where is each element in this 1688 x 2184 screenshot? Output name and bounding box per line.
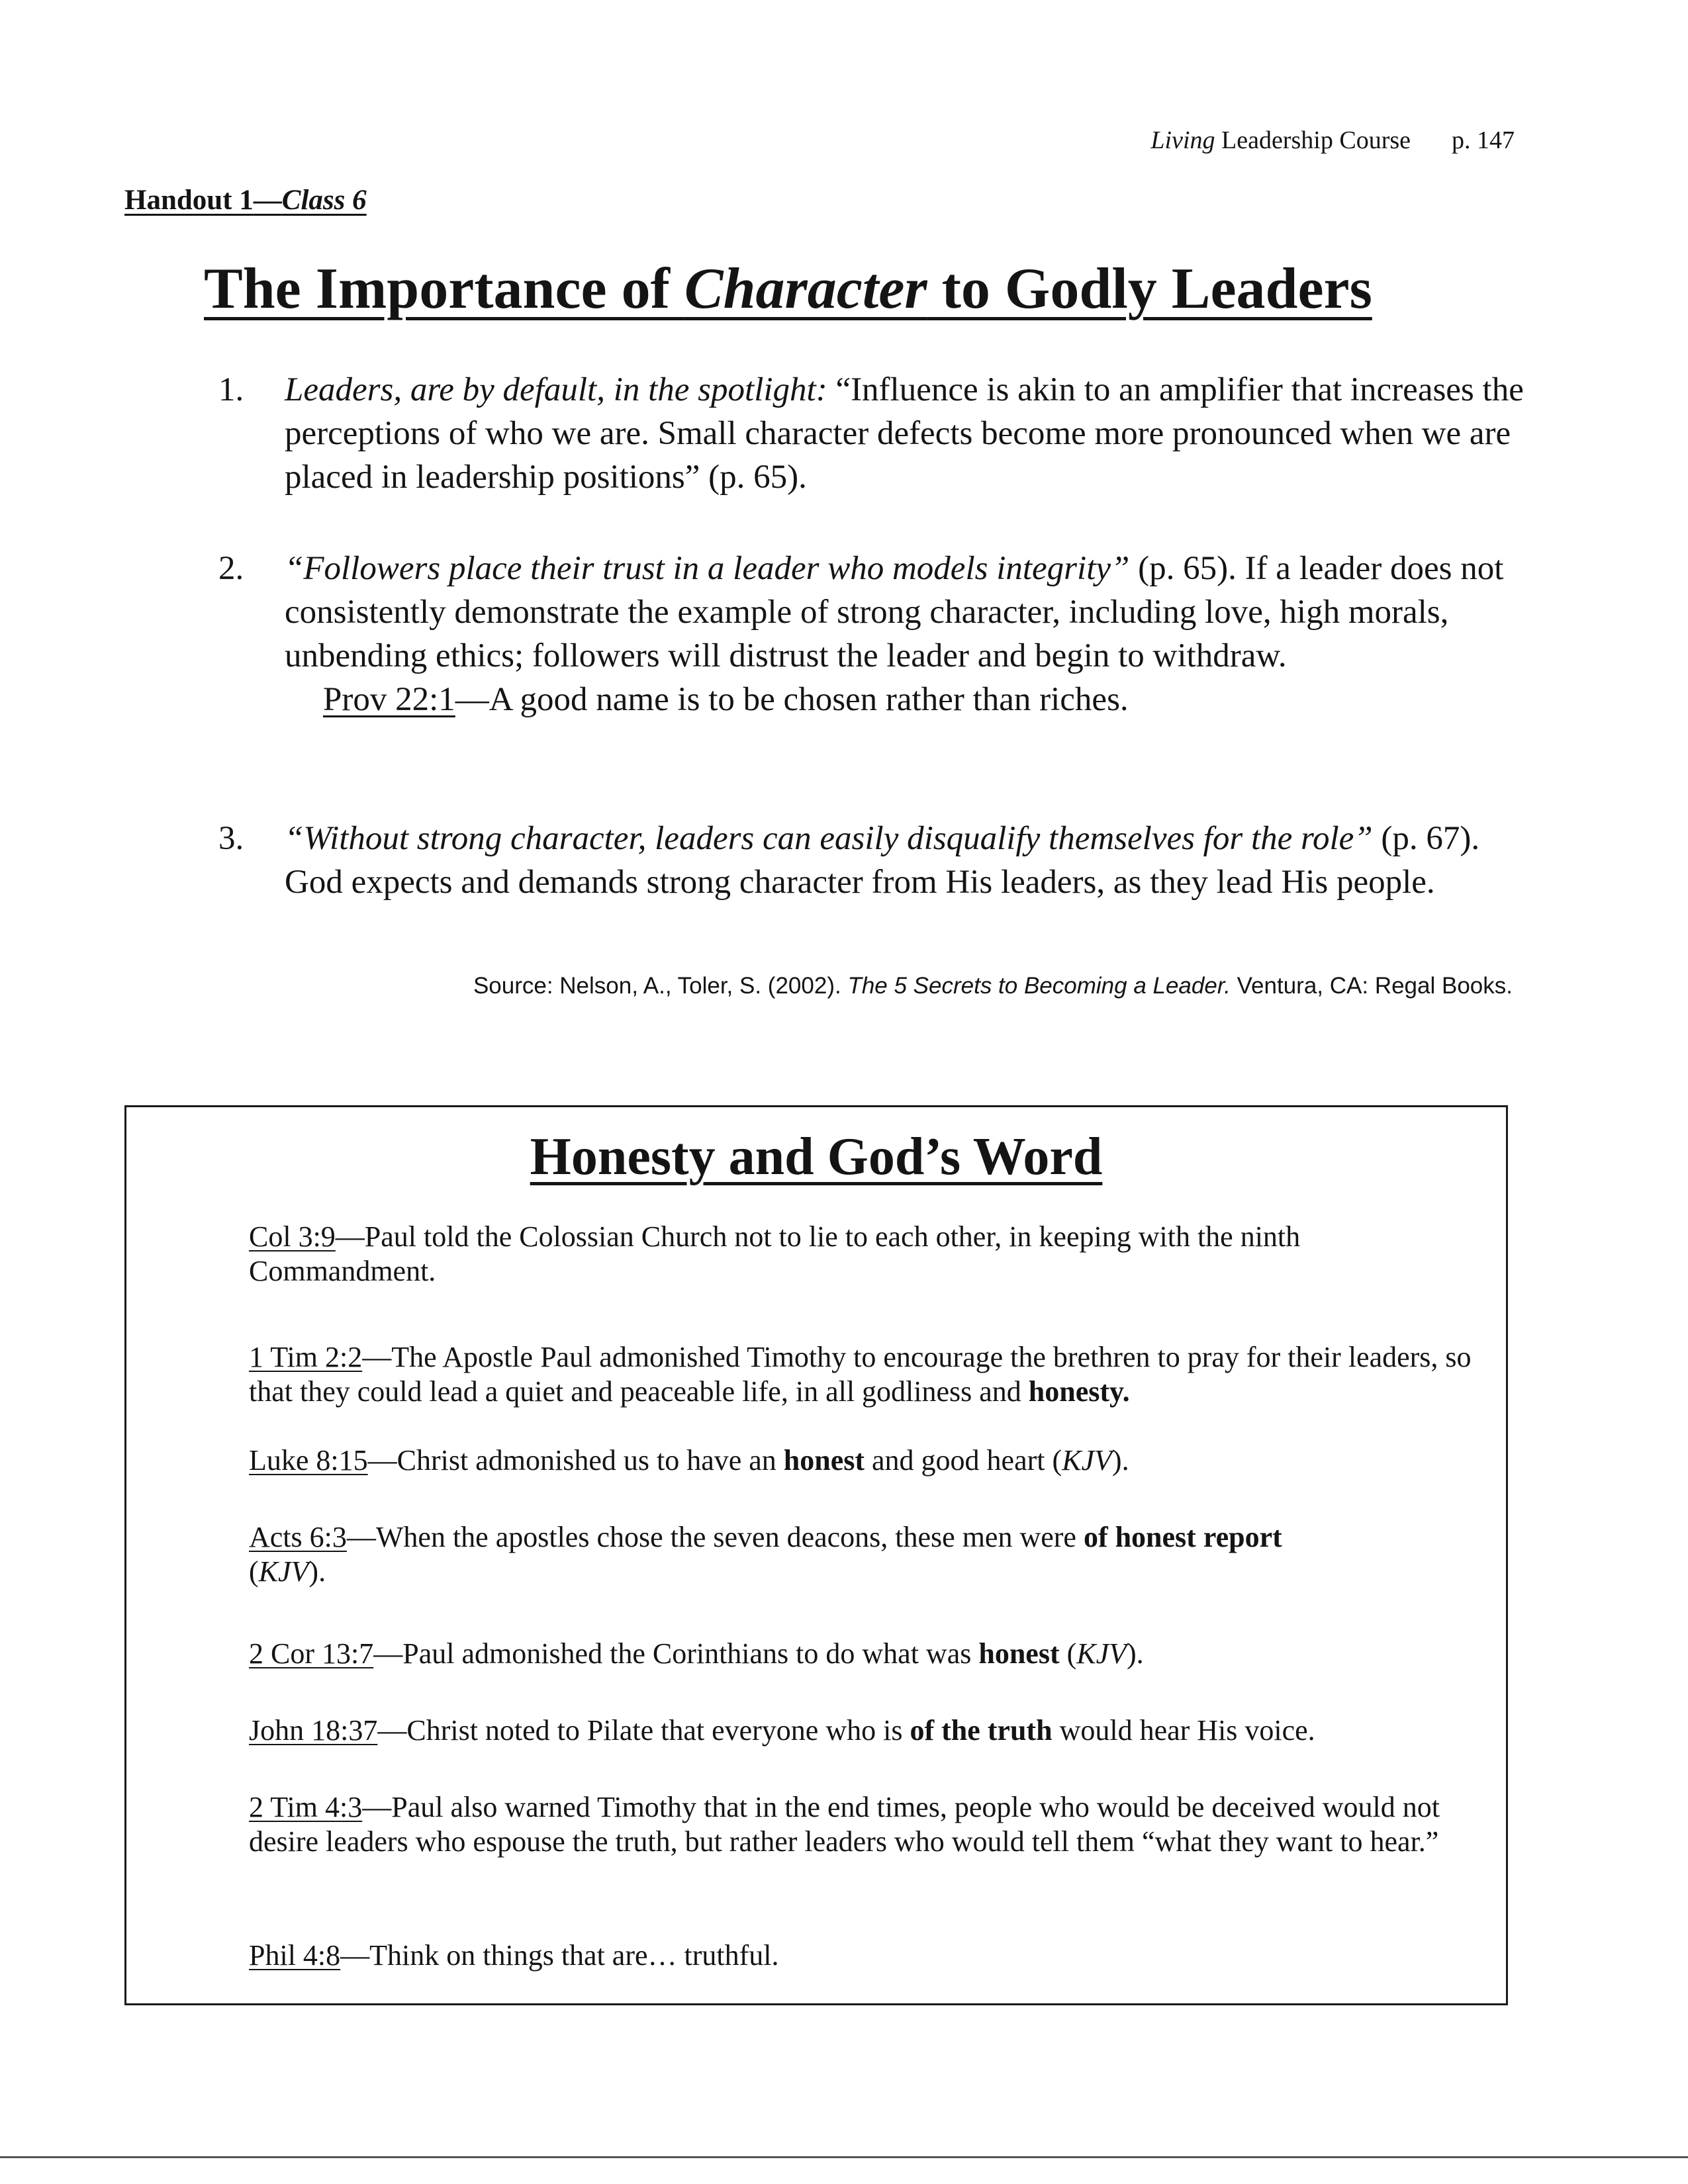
entry-text: —When the apostles chose the seven deacons, these men were <box>346 1521 1084 1553</box>
entry-text-2: ( <box>249 1555 259 1588</box>
entry-text-2: would hear His voice. <box>1052 1714 1315 1747</box>
entry-italic: KJV <box>258 1555 309 1588</box>
course-name-rest: Leadership Course <box>1215 126 1411 154</box>
entry-text-3: ). <box>1111 1444 1129 1477</box>
list-item <box>249 1220 1474 1289</box>
scripture-ref: Acts 6:3 <box>249 1521 347 1553</box>
entry-text-2: ( <box>1059 1637 1077 1670</box>
point-lead: “Followers place their trust in a leader who models integrity” <box>285 550 1130 587</box>
entry-text: —Think on things that are… truthful. <box>340 1939 779 1972</box>
source-publisher: Ventura, CA: Regal Books. <box>1230 973 1513 999</box>
entry-bold: honesty. <box>1028 1375 1130 1408</box>
source-authors: Source: Nelson, A., Toler, S. (2002). <box>473 973 848 999</box>
entry-text: —Christ noted to Pilate that everyone who is <box>377 1714 910 1747</box>
page-number: p. 147 <box>1452 126 1515 154</box>
entry-text: —Paul told the Colossian Church not to lie to each other, in keeping with the ninth Commandment. <box>249 1220 1301 1287</box>
scripture-reference <box>285 678 1542 721</box>
point-text <box>285 817 1542 904</box>
entry-bold: of honest report <box>1083 1521 1282 1553</box>
entry-text: —The Apostle Paul admonished Timothy to encourage the brethren to pray for their leaders, so that they could lead a quiet and peaceable life, in all godliness and <box>249 1341 1472 1408</box>
title-part-2: to Godly Leaders <box>927 257 1372 321</box>
title-part-italic: Character <box>684 257 927 321</box>
title-part-1: The Importance of <box>204 257 684 321</box>
point-body: “Influence is akin to an amplifier that increases the perceptions of who we are. Small character defects become more pronounced when we are placed in leadership positions” (p. 65). <box>285 371 1524 496</box>
source-citation <box>473 973 1513 999</box>
entry-text: —Paul admonished the Corinthians to do what was <box>373 1637 979 1670</box>
list-item <box>249 1340 1474 1409</box>
entry-bold: honest <box>783 1444 865 1477</box>
handout-number: Handout 1 <box>124 185 254 216</box>
list-item <box>249 1790 1474 1859</box>
entry-italic: KJV <box>1076 1637 1127 1670</box>
scripture-ref: Col 3:9 <box>249 1220 336 1253</box>
point-text <box>285 547 1542 721</box>
point-number: 3. <box>218 820 244 857</box>
entry-text: —Christ admonished us to have an <box>367 1444 784 1477</box>
page-bottom-rule <box>0 2156 1688 2158</box>
point-body: (p. 67). God expects and demands strong character from His leaders, as they lead His people. <box>285 820 1480 901</box>
point-text <box>285 368 1542 499</box>
entry-italic: KJV <box>1062 1444 1112 1477</box>
scripture-ref: 1 Tim 2:2 <box>249 1341 363 1373</box>
entry-bold: honest <box>978 1637 1060 1670</box>
point-number: 2. <box>218 550 244 587</box>
point-body: (p. 65). If a leader does not consistently demonstrate the example of strong character, including love, high morals, unbending ethics; followers will distrust the leader and begin to withdraw. <box>285 550 1504 674</box>
handout-label <box>124 184 367 216</box>
course-name-italic: Living <box>1150 126 1215 154</box>
entry-text-3: ). <box>1127 1637 1144 1670</box>
point-lead: “Without strong character, leaders can easily disqualify themselves for the role” <box>285 820 1373 857</box>
entry-text-2: and good heart ( <box>865 1444 1062 1477</box>
scripture-ref: Prov 22:1 <box>323 681 455 718</box>
box-title-text: Honesty and God’s Word <box>530 1128 1103 1186</box>
page-title <box>204 255 1372 322</box>
scripture-ref: 2 Cor 13:7 <box>249 1637 374 1670</box>
handout-dash: — <box>253 185 282 216</box>
entry-bold: of the truth <box>910 1714 1053 1747</box>
entry-text-3: ). <box>308 1555 326 1588</box>
honesty-box <box>124 1105 1508 2005</box>
point-lead: Leaders, are by default, in the spotlight: <box>285 371 827 408</box>
list-item <box>249 1637 1474 1671</box>
list-item <box>249 1443 1474 1478</box>
box-title <box>126 1127 1506 1187</box>
scripture-ref: 2 Tim 4:3 <box>249 1791 363 1823</box>
entry-text: —Paul also warned Timothy that in the end times, people who would be deceived would not desire leaders who espouse the truth, but rather leaders who would tell them “what they want to hear.” <box>249 1791 1440 1858</box>
scripture-ref: Phil 4:8 <box>249 1939 341 1972</box>
scripture-ref: Luke 8:15 <box>249 1444 368 1477</box>
list-item <box>249 1713 1474 1748</box>
running-header <box>1150 126 1515 155</box>
handout-class: Class 6 <box>281 185 367 216</box>
source-book-title: The 5 Secrets to Becoming a Leader. <box>847 973 1231 999</box>
list-item <box>249 1520 1474 1589</box>
scripture-text: —A good name is to be chosen rather than riches. <box>455 681 1129 718</box>
scripture-ref: John 18:37 <box>249 1714 378 1747</box>
list-item <box>249 1938 1474 1973</box>
point-number: 1. <box>218 371 244 408</box>
